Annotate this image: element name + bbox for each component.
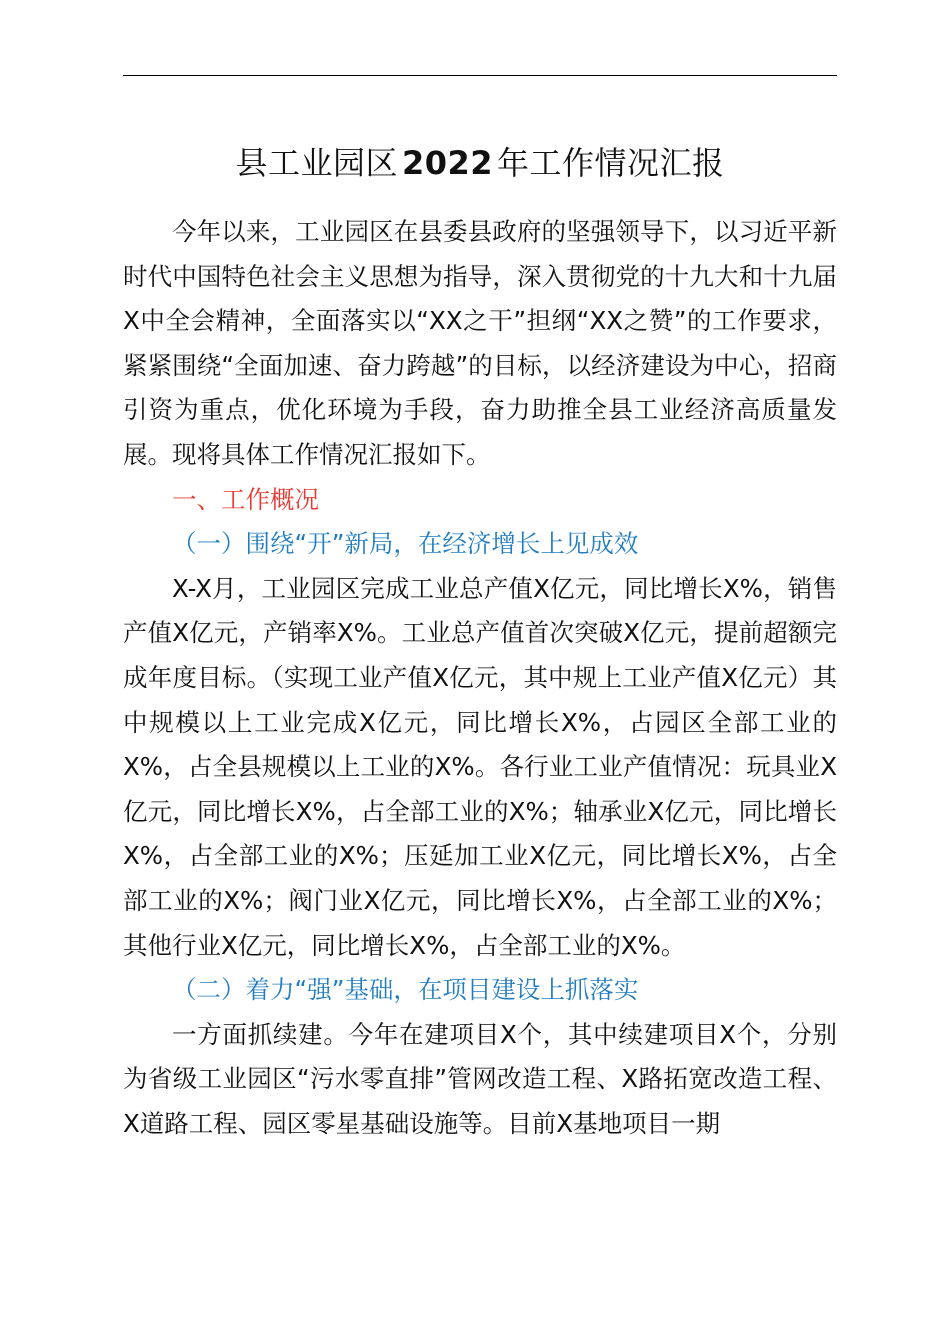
intro-paragraph: 今年以来，工业园区在县委县政府的坚强领导下，以习近平新时代中国特色社会主义思想为指导，深入贯彻党的十九大和十九届X中全会精神，全面落实以“XX之干”担纲“XX之赞”的工作要求，紧紧围绕“全面加速、奋力跨越”的目标，以经济建设为中心，招商引资为重点，优化环境为手段，奋力助推全县工业经济高质量发展。现将具体工作情况汇报如下。 xyxy=(123,217,837,469)
title-prefix: 县工业园区 xyxy=(235,144,398,182)
title-year: 2022 xyxy=(401,144,494,182)
section-heading-work-overview: 一、工作概况 xyxy=(172,484,319,514)
document-body xyxy=(123,136,837,1146)
header-rule xyxy=(123,75,837,76)
subsection-heading-2: （二）着力“强”基础，在项目建设上抓落实 xyxy=(172,975,639,1005)
subsection-1-paragraph: X-X月，工业园区完成工业总产值X亿元，同比增长X%，销售产值X亿元，产销率X%。工业总产值首次突破X亿元，提前超额完成年度目标。（实现工业产值X亿元，其中规上工业产值X亿元）其中规模以上工业完成X亿元，同比增长X%，占园区全部工业的X%，占全县规模以上工业的X%。各行业工业产值情况：玩具业X亿元，同比增长X%，占全部工业的X%；轴承业X亿元，同比增长X%，占全部工业的X%；压延加工业X亿元，同比增长X%，占全部工业的X%；阀门业X亿元，同比增长X%，占全部工业的X%；其他行业X亿元，同比增长X%，占全部工业的X%。 xyxy=(123,573,837,960)
subsection-2-paragraph: 一方面抓续建。今年在建项目X个，其中续建项目X个，分别为省级工业园区“污水零直排”管网改造工程、X路拓宽改造工程、X道路工程、园区零星基础设施等。目前X基地项目一期 xyxy=(123,1019,837,1138)
subsection-heading-1: （一）围绕“开”新局，在经济增长上见成效 xyxy=(172,529,639,559)
document-title xyxy=(123,136,837,190)
title-suffix: 年工作情况汇报 xyxy=(497,144,725,182)
